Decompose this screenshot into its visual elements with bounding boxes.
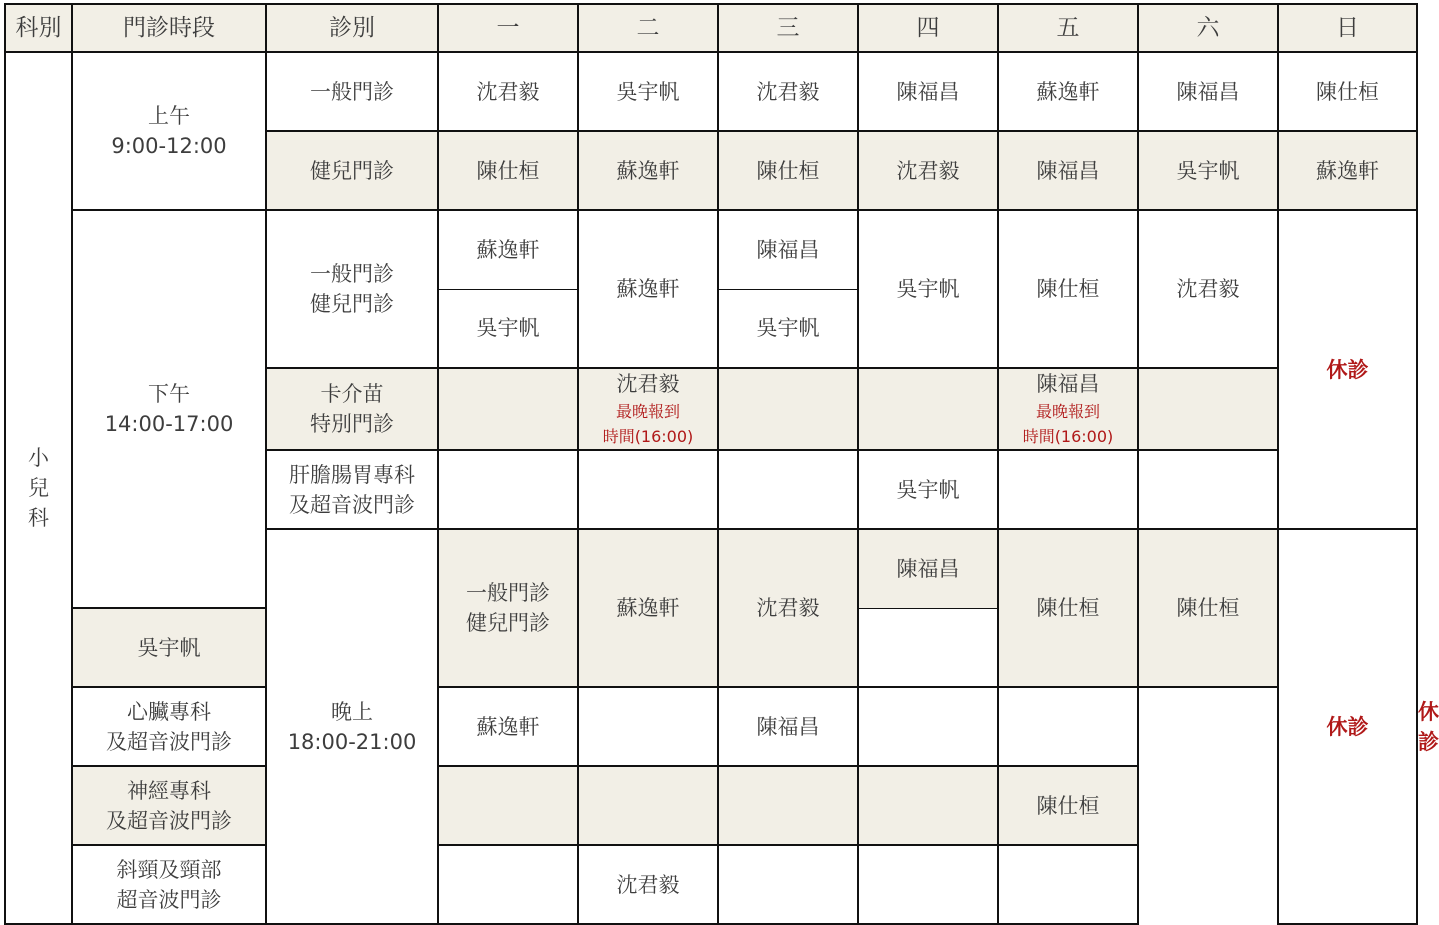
checkin-note: 時間(16:00) [602,427,694,446]
doctor-cell: 陳福昌 [858,52,998,131]
table-row [5,210,1417,289]
closed-cell: 休診 [1278,529,1417,924]
doctor-cell: 蘇逸軒 [578,131,718,210]
header-day-fri: 五 [998,4,1138,52]
clinic-name-line: 斜頸及頸部 [116,857,222,882]
doctor-cell: 陳福昌 [998,131,1138,210]
clinic-name: 健兒門診 [266,131,438,210]
doctor-cell: 蘇逸軒 [438,210,578,289]
doctor-cell: 沈君毅 [1138,210,1278,368]
doctor-cell: 沈君毅 [718,52,858,131]
doctor-cell: 吳宇帆 [858,450,998,529]
clinic-name [72,845,266,924]
doctor-cell: 吳宇帆 [72,608,266,687]
clinic-name-line: 健兒門診 [310,292,394,316]
doctor-cell-empty [858,845,998,924]
doctor-cell-empty [438,766,578,845]
department-char: 科 [28,506,49,530]
department-char: 小 [28,446,49,470]
doctor-cell: 陳仕桓 [1278,52,1417,131]
doctor-cell-empty [858,687,998,766]
doctor-cell-empty [1138,368,1278,450]
schedule-table [4,3,1439,925]
doctor-cell: 沈君毅 [578,845,718,924]
table-row [5,687,1417,766]
period-time: 9:00-12:00 [111,134,227,158]
doctor-cell: 陳仕桓 [998,210,1138,368]
clinic-name-line: 及超音波門診 [106,808,232,833]
clinic-name [266,368,438,450]
closed-cell: 休診 [1278,210,1417,529]
doctor-cell-empty [858,368,998,450]
doctor-cell: 吳宇帆 [578,52,718,131]
doctor-cell-empty [718,845,858,924]
period-morning [72,52,266,210]
table-row [5,845,1417,924]
header-dept: 科別 [5,4,72,52]
doctor-cell-empty [998,687,1138,766]
checkin-note: 最晚報到 [615,402,680,421]
doctor-cell-empty [718,368,858,450]
period-afternoon [72,210,266,608]
clinic-name-line: 特別門診 [310,412,394,436]
doctor-cell: 吳宇帆 [1138,131,1278,210]
clinic-name-line: 神經專科 [127,778,211,803]
table-row [5,766,1417,845]
department-cell [5,52,72,924]
period-time: 18:00-21:00 [287,729,417,754]
period-evening [266,529,438,924]
clinic-name: 一般門診 [266,52,438,131]
doctor-cell: 蘇逸軒 [438,687,578,766]
doctor-cell-empty [578,450,718,529]
doctor-cell-empty [998,450,1138,529]
clinic-name [72,766,266,845]
doctor-cell-empty [438,845,578,924]
clinic-name [266,450,438,529]
doctor-cell: 陳福昌 [718,687,858,766]
doctor-cell: 沈君毅 [438,52,578,131]
header-day-sun: 日 [1278,4,1417,52]
doctor-cell: 陳仕桓 [1138,529,1278,687]
table-row: 晚上 18:00-21:00 一般門診 健兒門診 蘇逸軒 沈君毅 陳福昌 陳仕桓 陳仕桓 休診 休診 [5,529,1417,608]
doctor-cell: 吳宇帆 [718,289,858,368]
clinic-name [438,529,578,687]
header-day-tue: 二 [578,4,718,52]
doctor-cell-empty [1138,450,1278,529]
doctor-cell [998,368,1138,450]
clinic-name-line: 肝膽腸胃專科 [289,462,415,487]
doctor-cell-empty [718,450,858,529]
doctor-cell: 吳宇帆 [858,210,998,368]
doctor-cell: 沈君毅 [718,529,858,687]
doctor-cell-empty [718,766,858,845]
doctor-cell: 蘇逸軒 [998,52,1138,131]
period-label: 晚上 [331,699,373,724]
clinic-name-line: 心臟專科 [127,699,211,724]
doctor-cell-empty [578,766,718,845]
doctor-cell: 陳仕桓 [998,766,1138,845]
clinic-name-line: 卡介苗 [320,382,384,406]
header-day-wed: 三 [718,4,858,52]
doctor-cell: 陳福昌 [718,210,858,289]
clinic-name-line: 健兒門診 [466,611,550,635]
period-time: 14:00-17:00 [104,412,234,436]
doctor-cell: 陳福昌 [1138,52,1278,131]
doctor-cell-empty [578,687,718,766]
doctor-cell: 蘇逸軒 [578,529,718,687]
header-day-mon: 一 [438,4,578,52]
checkin-note: 時間(16:00) [1022,427,1114,446]
clinic-name-line: 一般門診 [466,581,550,605]
table-row [5,52,1417,131]
doctor-name: 沈君毅 [616,372,680,396]
doctor-cell: 陳仕桓 [998,529,1138,687]
doctor-name: 陳福昌 [1036,372,1100,396]
header-day-thu: 四 [858,4,998,52]
header-clinic: 診別 [266,4,438,52]
doctor-cell: 陳福昌 [858,529,998,608]
doctor-cell: 蘇逸軒 [1278,131,1417,210]
doctor-cell-empty [438,450,578,529]
clinic-name-line: 超音波門診 [116,887,222,912]
doctor-cell: 沈君毅 [858,131,998,210]
doctor-cell-empty [998,845,1138,924]
clinic-name [72,687,266,766]
doctor-cell [578,368,718,450]
header-period: 門診時段 [72,4,266,52]
doctor-cell: 陳仕桓 [438,131,578,210]
header-row [5,4,1417,52]
department-char: 兒 [28,476,49,500]
clinic-name-line: 一般門診 [310,262,394,286]
clinic-name-line: 及超音波門診 [106,729,232,754]
doctor-cell: 吳宇帆 [438,289,578,368]
doctor-cell-empty [858,766,998,845]
period-label: 下午 [148,382,190,406]
period-label: 上午 [148,104,190,128]
checkin-note: 最晚報到 [1035,402,1100,421]
clinic-name-line: 及超音波門診 [289,492,415,517]
header-day-sat: 六 [1138,4,1278,52]
doctor-cell-empty [438,368,578,450]
doctor-cell: 蘇逸軒 [578,210,718,368]
clinic-name [266,210,438,368]
doctor-cell: 陳仕桓 [718,131,858,210]
